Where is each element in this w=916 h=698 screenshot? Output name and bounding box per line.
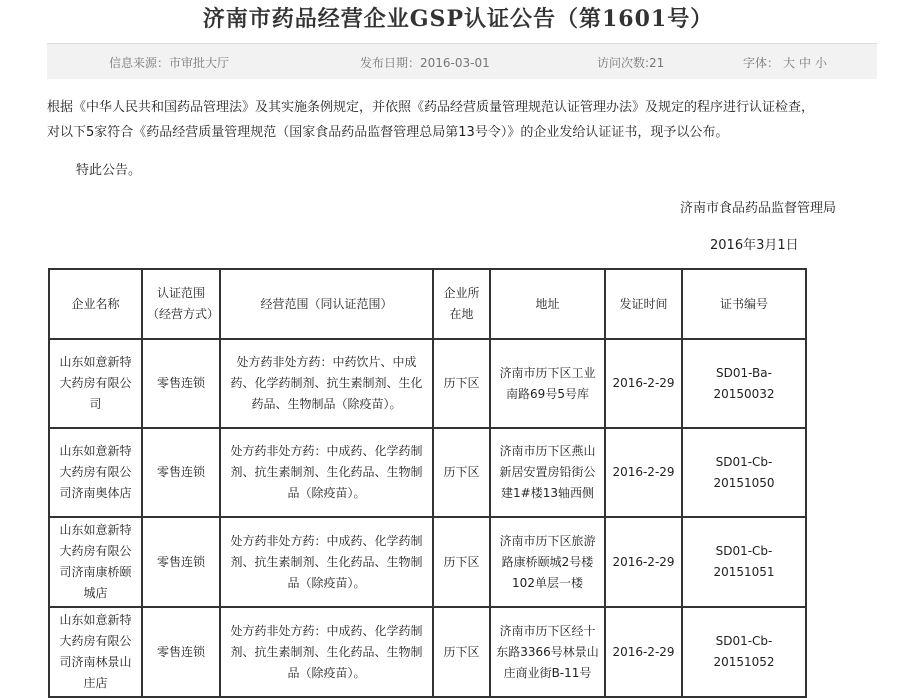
- issuing-authority: 济南市食品药品监督管理局: [680, 201, 837, 216]
- header-district: 企业所在地: [433, 269, 490, 339]
- header-cert-scope: 认证范围（经营方式）: [142, 269, 220, 339]
- cell-cert-scope: 零售连锁: [142, 339, 220, 428]
- page-title: 济南市药品经营企业GSP认证公告（第1601号）: [202, 6, 714, 32]
- view-count: 访问次数:21: [597, 56, 665, 70]
- certification-table: [48, 268, 807, 698]
- publish-date: 发布日期：2016-03-01: [360, 56, 490, 70]
- header-company-name: 企业名称: [49, 269, 142, 339]
- cell-address: 济南市历下区经十东路3366号林景山庄商业街B-11号: [490, 607, 605, 697]
- font-medium-link[interactable]: 中: [799, 56, 812, 70]
- cell-cert-number: SD01-Ba-20150032: [682, 339, 806, 428]
- cell-business-scope: 处方药非处方药：中药饮片、中成药、化学药制剂、抗生素制剂、生化药品、生物制品（除疫苗）。: [220, 339, 433, 428]
- cell-district: 历下区: [433, 428, 490, 517]
- cell-company-name: 山东如意新特大药房有限公司济南林景山庄店: [49, 607, 142, 697]
- font-size-control: [743, 54, 827, 71]
- intro-paragraph-line-2: 对以下5家符合《药品经营质量管理规范（国家食品药品监督管理总局第13号令）》的企业发给认证证书，现予以公布。: [47, 125, 729, 140]
- cell-business-scope: 处方药非处方药：中成药、化学药制剂、抗生素制剂、生化药品、生物制品（除疫苗）。: [220, 607, 433, 697]
- cell-district: 历下区: [433, 339, 490, 428]
- cell-cert-scope: 零售连锁: [142, 428, 220, 517]
- cell-address: 济南市历下区旅游路康桥颐城2号楼102单层一楼: [490, 517, 605, 607]
- cell-issue-time: 2016-2-29: [605, 517, 682, 607]
- cell-district: 历下区: [433, 607, 490, 697]
- cell-business-scope: 处方药非处方药：中成药、化学药制剂、抗生素制剂、生化药品、生物制品（除疫苗）。: [220, 428, 433, 517]
- cell-business-scope: 处方药非处方药：中成药、化学药制剂、抗生素制剂、生化药品、生物制品（除疫苗）。: [220, 517, 433, 607]
- cell-cert-number: SD01-Cb-20151052: [682, 607, 806, 697]
- table-row: [49, 517, 806, 607]
- issue-date: 2016年3月1日: [710, 238, 799, 253]
- table-row: [49, 339, 806, 428]
- cell-issue-time: 2016-2-29: [605, 339, 682, 428]
- header-cert-number: 证书编号: [682, 269, 806, 339]
- cell-company-name: 山东如意新特大药房有限公司济南奥体店: [49, 428, 142, 517]
- notice-text: 特此公告。: [76, 163, 142, 178]
- header-business-scope: 经营范围（同认证范围）: [220, 269, 433, 339]
- cell-address: 济南市历下区燕山新居安置房铅街公建1#楼13轴西侧: [490, 428, 605, 517]
- cell-cert-number: SD01-Cb-20151051: [682, 517, 806, 607]
- header-address: 地址: [490, 269, 605, 339]
- cell-district: 历下区: [433, 517, 490, 607]
- table-row: [49, 607, 806, 697]
- cell-issue-time: 2016-2-29: [605, 607, 682, 697]
- cell-cert-number: SD01-Cb-20151050: [682, 428, 806, 517]
- cell-cert-scope: 零售连锁: [142, 607, 220, 697]
- intro-paragraph-line-1: 根据《中华人民共和国药品管理法》及其实施条例规定，并依照《药品经营质量管理规范认证管理办法》及规定的程序进行认证检查，: [47, 100, 815, 115]
- header-issue-time: 发证时间: [605, 269, 682, 339]
- article-meta-bar: [47, 43, 877, 79]
- font-size-label: 字体：: [743, 56, 780, 70]
- cell-cert-scope: 零售连锁: [142, 517, 220, 607]
- cell-address: 济南市历下区工业南路69号5号库: [490, 339, 605, 428]
- info-source: 信息来源：市审批大厅: [109, 56, 230, 70]
- font-large-link[interactable]: 大: [783, 56, 796, 70]
- cell-company-name: 山东如意新特大药房有限公司济南康桥颐城店: [49, 517, 142, 607]
- table-header-row: [49, 269, 806, 339]
- cell-company-name: 山东如意新特大药房有限公司: [49, 339, 142, 428]
- cell-issue-time: 2016-2-29: [605, 428, 682, 517]
- table-row: [49, 428, 806, 517]
- font-small-link[interactable]: 小: [815, 56, 828, 70]
